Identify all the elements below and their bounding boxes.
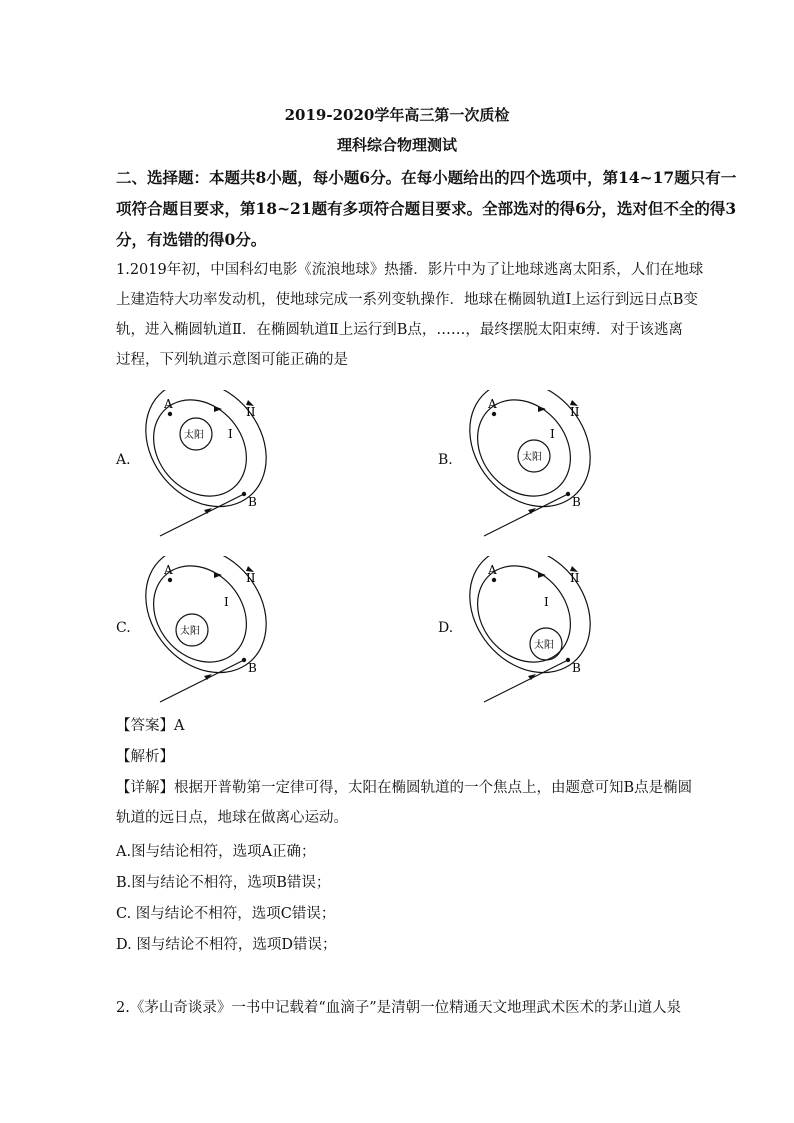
orbit-ii-label: II: [246, 571, 256, 585]
sun-label: 太阳: [184, 430, 204, 441]
orbit-i-label: I: [224, 595, 229, 609]
choice-d: D. 图与结论不相符，选项D错误；: [116, 937, 337, 953]
q1-line-4: 过程，下列轨道示意图可能正确的是: [116, 352, 348, 368]
section-line-1: 二、选择题：本题共8小题，每小题6分。在每小题给出的四个选项中，第14~17题只有一: [116, 168, 737, 187]
orbit-ii-label: II: [246, 405, 256, 419]
choice-c: C. 图与结论不相符，选项C错误；: [116, 906, 336, 922]
choice-a: A.图与结论相符，选项A正确；: [116, 844, 316, 860]
orbit-i-label: I: [228, 427, 233, 441]
orbit-ii-label: II: [570, 405, 580, 419]
point-a-label: A: [488, 563, 497, 577]
point-a-label: A: [488, 397, 497, 411]
sun-label: 太阳: [180, 626, 200, 637]
q1-line-1: 1.2019年初，中国科幻电影《流浪地球》热播．影片中为了让地球逃离太阳系，人们在地球: [116, 262, 704, 278]
answer: 【答案】A: [116, 718, 185, 734]
page-title: 2019-2020学年高三第一次质检: [284, 106, 510, 124]
page-subtitle: 理科综合物理测试: [336, 136, 457, 154]
q2-line-1: 2.《茅山奇谈录》一书中记载着“血滴子”是清朝一位精通天文地理武术医术的茅山道人泉: [116, 1000, 682, 1016]
orbit-i-label: I: [544, 595, 549, 609]
orbit-diagram-d: [464, 556, 614, 706]
detail-line-2: 轨道的远日点，地球在做离心运动。: [116, 810, 348, 826]
option-b-label: B.: [438, 452, 453, 468]
point-b-label: B: [572, 495, 581, 509]
sun-label: 太阳: [522, 452, 542, 463]
section-line-3: 分，有选错的得0分。: [116, 230, 267, 249]
sun-label: 太阳: [534, 640, 554, 651]
choice-b: B.图与结论不相符，选项B错误；: [116, 875, 331, 891]
orbit-diagram-c: [140, 556, 290, 706]
orbit-diagram-b: [464, 390, 614, 540]
orbit-diagram-a: [140, 390, 290, 540]
orbit-ii-label: II: [570, 571, 580, 585]
point-b-label: B: [248, 495, 257, 509]
orbit-i-label: I: [550, 427, 555, 441]
option-c-label: C.: [116, 620, 131, 636]
q1-line-3: 轨，进入椭圆轨道Ⅱ．在椭圆轨道Ⅱ上运行到B点，……，最终摆脱太阳束缚．对于该逃离: [116, 322, 683, 338]
option-a-label: A.: [116, 452, 131, 468]
point-a-label: A: [164, 397, 173, 411]
analysis-heading: 【解析】: [116, 749, 174, 765]
option-d-label: D.: [438, 620, 454, 636]
section-line-2: 项符合题目要求，第18~21题有多项符合题目要求。全部选对的得6分，选对但不全的得3: [116, 199, 737, 218]
q1-line-2: 上建造特大功率发动机，使地球完成一系列变轨操作．地球在椭圆轨道Ⅰ上运行到远日点B变: [116, 292, 698, 308]
detail-line-1: 【详解】根据开普勒第一定律可得，太阳在椭圆轨道的一个焦点上，由题意可知B点是椭圆: [116, 780, 693, 796]
point-a-label: A: [164, 563, 173, 577]
point-b-label: B: [572, 661, 581, 675]
point-b-label: B: [248, 661, 257, 675]
